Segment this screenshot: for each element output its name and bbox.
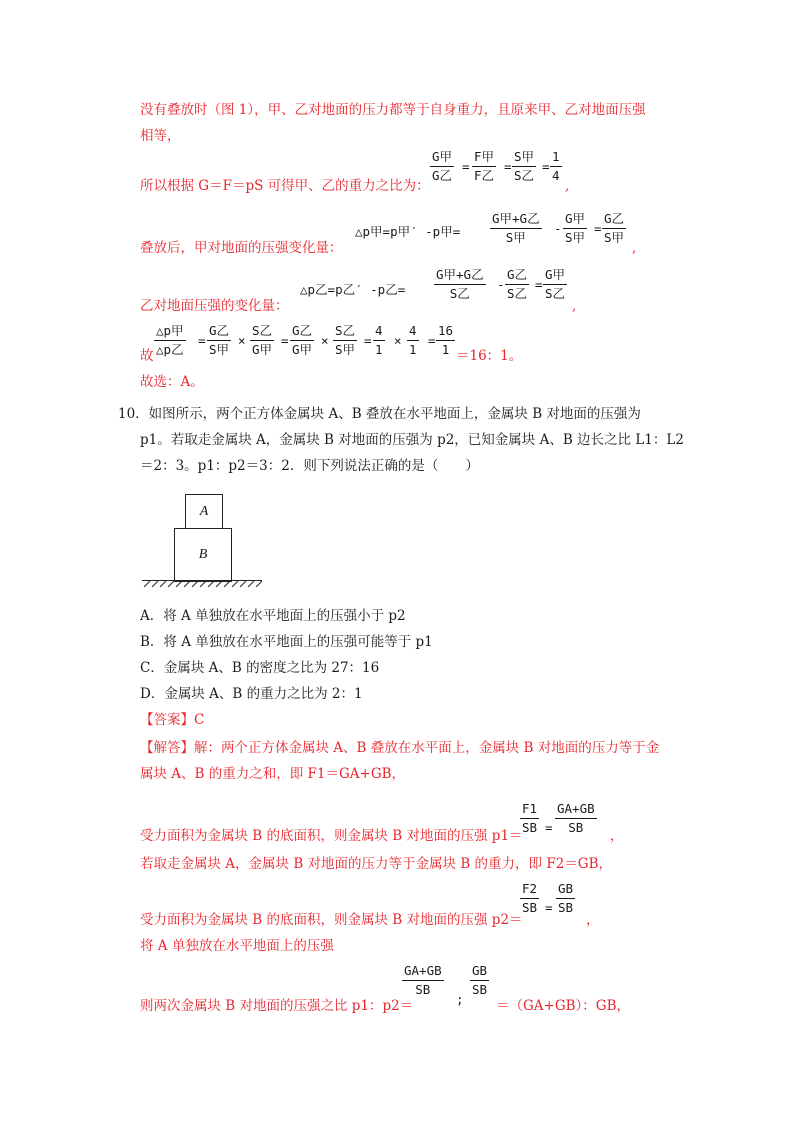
fraction: G甲 S乙 bbox=[545, 267, 566, 301]
fraction: S甲 S乙 bbox=[514, 149, 535, 183]
question-line: p1。若取走金属块 A，金属块 B 对地面的压强为 p2，已知金属块 A、B 边长之比 L1：L2 bbox=[140, 432, 684, 448]
fraction: S乙 G甲 bbox=[252, 323, 273, 357]
fraction: G甲+G乙 S甲 bbox=[492, 211, 540, 245]
fraction: $\frac{F2}{SB}$ bbox=[522, 881, 538, 915]
equals-sign: = bbox=[462, 159, 470, 174]
punctuation: , bbox=[632, 240, 637, 256]
question-line: 10．如图所示，两个正方体金属块 A、B 叠放在水平地面上，金属块 B 对地面的压强为 bbox=[118, 406, 641, 422]
fraction: $\frac{GA+GB}{SB}$ bbox=[404, 963, 442, 997]
fraction: $\frac{GB}{SB}$ bbox=[472, 963, 488, 997]
stacked-blocks-diagram bbox=[140, 490, 270, 596]
question-line: ＝2：3。p1：p2＝3：2．则下列说法正确的是（ ） bbox=[140, 458, 479, 474]
solution-label: 【解答】 bbox=[140, 740, 194, 756]
fraction: $\frac{4}{1}$ bbox=[375, 323, 383, 357]
minus-sign: - bbox=[554, 221, 562, 236]
text-line: 乙对地面压强的变化量： bbox=[140, 298, 289, 314]
block-a: A bbox=[185, 494, 223, 530]
fraction: $\frac{F1}{SB}$ bbox=[522, 801, 538, 835]
text-line: ＝（GA+GB）：GB， bbox=[496, 998, 631, 1014]
equals-sign: = bbox=[594, 221, 602, 236]
equals-sign: = bbox=[535, 277, 543, 292]
text-line: 相等， bbox=[140, 128, 181, 144]
option-b: B．将 A 单独放在水平地面上的压强可能等于 p1 bbox=[140, 634, 433, 650]
option-c: C．金属块 A、B 的密度之比为 27：16 bbox=[140, 660, 380, 676]
fraction: F甲 F乙 bbox=[474, 149, 495, 183]
equals-sign: = bbox=[364, 333, 372, 348]
multiply-sign: × bbox=[238, 333, 246, 348]
text-line: 则两次金属块 B 对地面的压强之比 p1：p2＝ bbox=[140, 998, 414, 1014]
block-b: B bbox=[174, 528, 232, 582]
text-line: 叠放后，甲对地面的压强变化量： bbox=[140, 240, 343, 256]
math-expression: △p乙=p乙′ -p乙= bbox=[300, 282, 406, 297]
fraction: G乙 S甲 bbox=[604, 211, 625, 245]
equals-sign: = bbox=[542, 159, 550, 174]
text-line: 所以根据 G＝F＝pS 可得甲、乙的重力之比为： bbox=[140, 178, 430, 194]
answer-label: 【答案】C bbox=[140, 712, 205, 728]
fraction: G乙 S乙 bbox=[507, 267, 528, 301]
fraction: $\frac{GA+GB}{SB}$ bbox=[557, 801, 595, 835]
fraction: S乙 S甲 bbox=[335, 323, 356, 357]
text-line: 解：两个正方体金属块 A、B 叠放在水平面上，金属块 B 对地面的压力等于金 bbox=[194, 740, 660, 756]
option-d: D．金属块 A、B 的重力之比为 2：1 bbox=[140, 686, 363, 702]
punctuation: , bbox=[572, 298, 577, 314]
fraction: G乙 G甲 bbox=[292, 323, 313, 357]
equals-sign: = bbox=[545, 820, 553, 835]
ground-hatch bbox=[142, 581, 262, 587]
math-expression: △p甲=p甲′ -p甲= bbox=[355, 224, 461, 239]
fraction: G甲 S甲 bbox=[565, 211, 586, 245]
fraction: G甲 G乙 bbox=[432, 149, 453, 183]
multiply-sign: × bbox=[321, 333, 329, 348]
fraction: $\frac{1}{4}$ bbox=[552, 149, 560, 183]
equals-sign: = bbox=[281, 333, 289, 348]
fraction: $\frac{16}{1}$ bbox=[438, 323, 454, 357]
punctuation: ， bbox=[586, 912, 600, 928]
fraction: $\frac{GB}{SB}$ bbox=[558, 881, 574, 915]
equals-sign: = bbox=[545, 900, 553, 915]
text-line: 受力面积为金属块 B 的底面积，则金属块 B 对地面的压强 p2＝ bbox=[140, 912, 523, 928]
text-line: 若取走金属块 A，金属块 B 对地面的压力等于金属块 B 的重力，即 F2＝GB， bbox=[140, 856, 612, 872]
text-line: 受力面积为金属块 B 的底面积，则金属块 B 对地面的压强 p1＝ bbox=[140, 828, 523, 844]
equals-sign: = bbox=[428, 333, 436, 348]
text-line: 故 bbox=[140, 348, 154, 364]
punctuation: ， bbox=[610, 828, 624, 844]
text-line: 属块 A、B 的重力之和，即 F1＝GA+GB， bbox=[140, 766, 406, 782]
punctuation: ; bbox=[456, 992, 464, 1007]
equals-sign: = bbox=[198, 333, 206, 348]
equals-sign: = bbox=[504, 159, 512, 174]
fraction: $\frac{4}{1}$ bbox=[409, 323, 417, 357]
fraction: G乙 S甲 bbox=[209, 323, 230, 357]
text-line: 没有叠放时（图 1），甲、乙对地面的压力都等于自身重力，且原来甲、乙对地面压强 bbox=[140, 102, 646, 118]
minus-sign: - bbox=[497, 277, 505, 292]
text-line: 将 A 单独放在水平地面上的压强 bbox=[140, 938, 334, 954]
option-a: A．将 A 单独放在水平地面上的压强小于 p2 bbox=[140, 608, 406, 624]
fraction: △p甲 △p乙 bbox=[156, 323, 184, 357]
text-line: ＝16：1。 bbox=[456, 348, 523, 364]
multiply-sign: × bbox=[394, 333, 402, 348]
fraction: G甲+G乙 S乙 bbox=[436, 267, 484, 301]
punctuation: , bbox=[565, 178, 570, 194]
text-line: 故选：A。 bbox=[140, 374, 204, 390]
